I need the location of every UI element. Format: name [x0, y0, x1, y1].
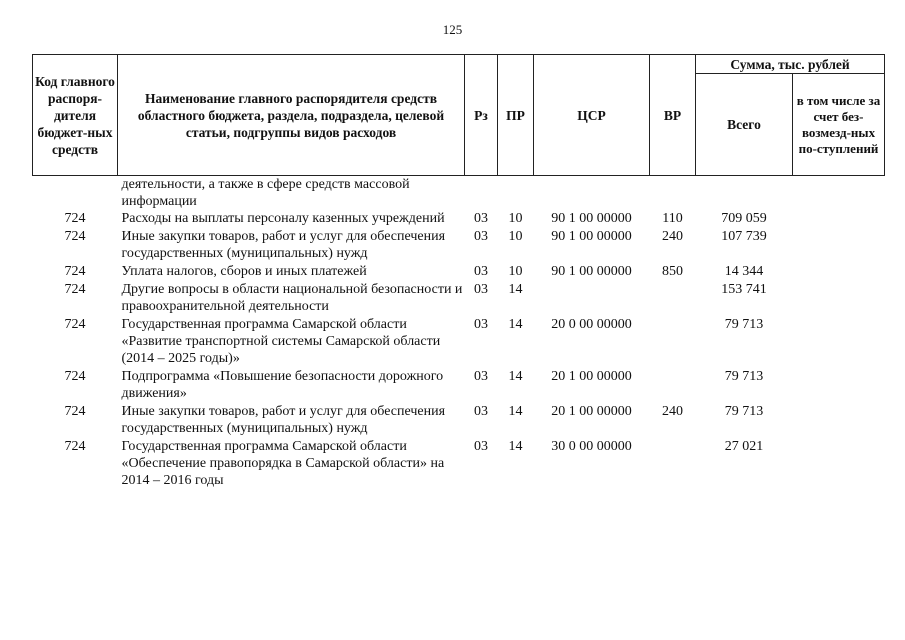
budget-table: [32, 54, 885, 490]
row-vr: 850: [662, 264, 683, 279]
row-free: [793, 281, 885, 316]
row-name: Государственная программа Самарской области «Развитие транспортной системы Самарской области (2014 – 2025 годы)»: [121, 317, 441, 366]
header-sum: Сумма, тыс. рублей: [696, 55, 885, 74]
table-body: [33, 176, 885, 491]
row-total: 709 059: [721, 211, 767, 226]
row-vr: 110: [662, 211, 683, 226]
row-name: Другие вопросы в области национальной безопасности и правоохранительной деятельности: [121, 282, 463, 314]
header-vr: ВР: [650, 55, 696, 176]
header-total: Всего: [696, 74, 793, 176]
header-name: Наименование главного распорядителя средств областного бюджета, раздела, подраздела, целевой статьи, подгруппы видов расходов: [118, 55, 465, 176]
row-code: 724: [64, 317, 86, 332]
row-total: 14 344: [724, 264, 764, 279]
table-row: [33, 228, 885, 263]
table-row: [33, 316, 885, 368]
row-free: [793, 438, 885, 490]
table-row: [33, 438, 885, 490]
header-pr: ПР: [498, 55, 534, 176]
row-name: Иные закупки товаров, работ и услуг для обеспечения государственных (муниципальных) нужд: [121, 404, 446, 436]
row-total: 79 713: [724, 404, 764, 419]
table-row: [33, 281, 885, 316]
row-vr: [650, 316, 696, 368]
row-name: Расходы на выплаты персоналу казенных учреждений: [121, 211, 445, 226]
table-row: [33, 368, 885, 403]
table-row: [33, 263, 885, 281]
row-name: Уплата налогов, сборов и иных платежей: [121, 264, 367, 279]
row-free: [793, 403, 885, 438]
row-csr: 20 1 00 00000: [551, 404, 632, 419]
row-csr: 20 1 00 00000: [551, 369, 632, 384]
row-rz: 03: [474, 439, 488, 454]
row-total: 153 741: [721, 282, 767, 297]
row-rz: 03: [474, 264, 488, 279]
row-code: 724: [64, 439, 86, 454]
header-csr: ЦСР: [534, 55, 650, 176]
row-vr: [650, 438, 696, 490]
header-code: Код главного распоря-дителя бюджет-ных средств: [33, 55, 118, 176]
row-vr: [650, 368, 696, 403]
table-row: [33, 403, 885, 438]
row-code: 724: [64, 211, 86, 226]
row-total: 107 739: [721, 229, 767, 244]
row-vr: [650, 281, 696, 316]
row-rz: 03: [474, 369, 488, 384]
header-rz: Рз: [465, 55, 498, 176]
row-code: 724: [64, 264, 86, 279]
table-header: [33, 55, 885, 176]
row-rz: 03: [474, 317, 488, 332]
row-free: [793, 368, 885, 403]
row-name: Подпрограмма «Повышение безопасности дорожного движения»: [121, 369, 444, 401]
row-free: [793, 316, 885, 368]
continuation-row: [33, 176, 885, 211]
page-number: 125: [442, 22, 463, 37]
row-pr: 10: [508, 211, 523, 226]
row-csr: 90 1 00 00000: [551, 211, 632, 226]
row-code: 724: [64, 404, 86, 419]
row-vr: 240: [662, 404, 683, 419]
row-free: [793, 210, 885, 228]
row-code: 724: [64, 369, 86, 384]
row-code: 724: [64, 229, 86, 244]
row-csr: 20 0 00 00000: [551, 317, 632, 332]
row-csr: 30 0 00 00000: [551, 439, 632, 454]
row-pr: 14: [508, 369, 523, 384]
row-pr: 14: [508, 317, 523, 332]
row-name: Государственная программа Самарской области «Обеспечение правопорядка в Самарской области» на 2014 – 2016 годы: [121, 439, 445, 488]
row-total: 79 713: [724, 317, 764, 332]
table-row: [33, 210, 885, 228]
row-rz: 03: [474, 282, 488, 297]
row-rz: 03: [474, 404, 488, 419]
row-total: 79 713: [724, 369, 764, 384]
row-csr: 90 1 00 00000: [551, 264, 632, 279]
row-name: Иные закупки товаров, работ и услуг для обеспечения государственных (муниципальных) нужд: [121, 229, 446, 261]
row-free: [793, 263, 885, 281]
row-pr: 10: [508, 229, 523, 244]
row-csr: 90 1 00 00000: [551, 229, 632, 244]
row-pr: 14: [508, 282, 523, 297]
row-total: 27 021: [724, 439, 764, 454]
row-code: 724: [64, 282, 86, 297]
row-free: [793, 228, 885, 263]
row-rz: 03: [474, 229, 488, 244]
header-free: в том числе за счет без-возмезд-ных по-ступлений: [793, 74, 885, 176]
row-pr: 10: [508, 264, 523, 279]
row-csr: [534, 281, 650, 316]
continuation-text: деятельности, а также в сфере средств массовой информации: [121, 177, 410, 209]
row-vr: 240: [662, 229, 683, 244]
row-pr: 14: [508, 439, 523, 454]
row-rz: 03: [474, 211, 488, 226]
row-pr: 14: [508, 404, 523, 419]
